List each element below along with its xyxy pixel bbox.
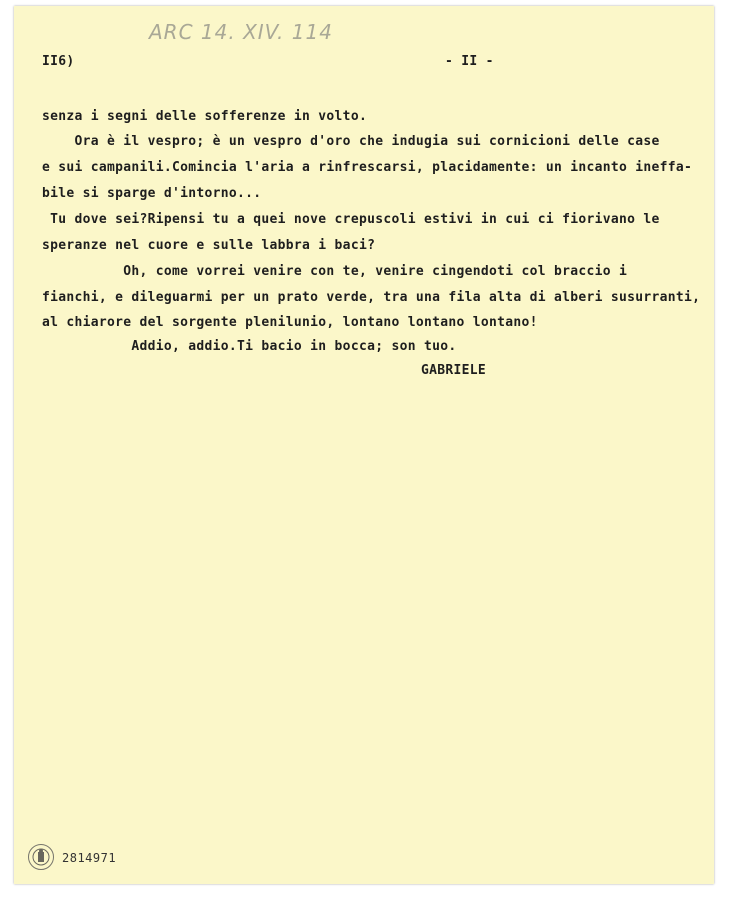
text-line: fianchi, e dileguarmi per un prato verde, tra una fila alta di alberi susurranti,	[42, 290, 701, 305]
document-page	[14, 6, 714, 884]
archive-pencil-annotation: ARC 14. XIV. 114	[149, 20, 333, 44]
signature: GABRIELE	[421, 363, 487, 378]
text-line: e sui campanili.Comincia l'aria a rinfrescarsi, placidamente: un incanto ineffa-	[42, 160, 693, 175]
page-number: II6)	[42, 54, 75, 69]
text-line: al chiarore del sorgente plenilunio, lontano lontano lontano!	[42, 315, 538, 330]
text-line: Ora è il vespro; è un vespro d'oro che indugia sui cornicioni delle case	[42, 134, 660, 149]
text-line: Oh, come vorrei venire con te, venire cingendoti col braccio i	[42, 264, 628, 279]
page-marker: - II -	[445, 54, 494, 69]
text-line: Tu dove sei?Ripensi tu a quei nove crepuscoli estivi in cui ci fiorivano le	[42, 212, 660, 227]
archive-number: 2814971	[62, 851, 117, 865]
text-line: Addio, addio.Ti bacio in bocca; son tuo.	[42, 339, 457, 354]
archive-stamp-icon	[28, 844, 54, 870]
text-line: speranze nel cuore e sulle labbra i baci?	[42, 238, 376, 253]
text-line: bile si sparge d'intorno...	[42, 186, 262, 201]
text-line: senza i segni delle sofferenze in volto.	[42, 109, 368, 124]
